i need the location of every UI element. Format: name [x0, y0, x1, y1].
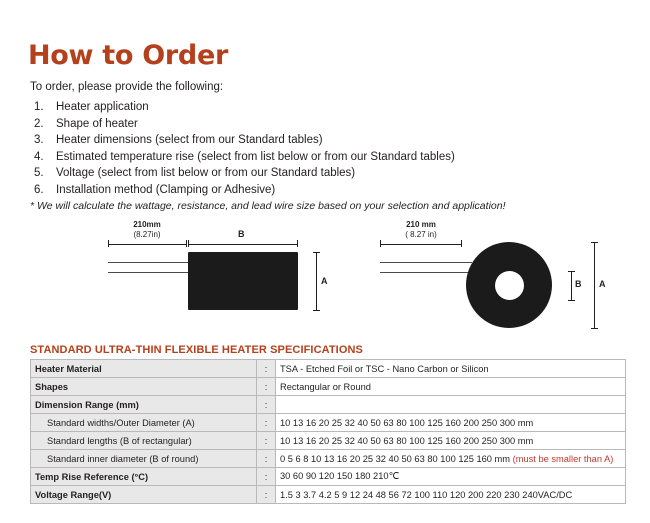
list-item-number: 5. [34, 167, 44, 179]
rect-height-letter: A [321, 276, 328, 286]
list-item [30, 99, 624, 116]
round-inner-dim-tick-bottom [568, 300, 575, 301]
table-cell-value [276, 432, 626, 450]
rect-width-dim-tick-right [297, 240, 298, 247]
list-item-label: Shape of heater [56, 117, 138, 130]
table-row [31, 414, 626, 432]
round-outer-dim-tick-top [591, 242, 598, 243]
list-item [30, 116, 624, 133]
table-cell-colon: : [257, 432, 276, 450]
cell-warning-text: (must be smaller than A) [512, 453, 614, 464]
round-outer-dim-line [594, 242, 595, 328]
rect-lead-dim-line [108, 244, 186, 245]
rect-width-letter: B [238, 229, 245, 239]
list-item [30, 132, 624, 149]
round-lead-dim-tick-right [461, 240, 462, 247]
list-item-number: 6. [34, 183, 44, 196]
table-row [31, 468, 626, 486]
rectangular-heater-body [188, 252, 298, 310]
round-lead-dim-tick-left [380, 240, 381, 247]
table-cell-colon: : [257, 450, 276, 468]
table-cell-value [276, 396, 626, 414]
table-cell-label: Standard widths/Outer Diameter (A) [31, 414, 257, 432]
table-cell-value [276, 360, 626, 378]
round-inner-dim-tick-top [568, 271, 575, 272]
heater-diagram [28, 220, 624, 338]
rect-width-dim-line [188, 244, 298, 245]
round-inner-letter: B [575, 279, 582, 289]
calculation-note: * We will calculate the wattage, resistance, and lead wire size based on your selection and application! [30, 200, 506, 212]
list-item-label: Heater dimensions (select from our Standard tables) [56, 134, 323, 146]
table-cell-label: Voltage Range(V) [31, 486, 257, 504]
cell-text: 1.5 3 3.7 4.2 5 9 12 24 48 56 72 100 110 120 200 220 230 240VAC/DC [280, 489, 573, 500]
table-cell-value [276, 414, 626, 432]
table-row [31, 360, 626, 378]
round-lead-wire-bottom [380, 272, 472, 273]
table-cell-colon: : [257, 378, 276, 396]
table-row [31, 396, 626, 414]
table-row [31, 450, 626, 468]
table-row [31, 378, 626, 396]
rect-height-dim-tick-bottom [313, 310, 320, 311]
round-lead-length-label: 210 mm ( 8.27 in) [405, 220, 437, 239]
round-lead-dim-line [380, 244, 462, 245]
table-cell-colon: : [257, 396, 276, 414]
cell-text: 30 60 90 120 150 180 210℃ [280, 471, 400, 481]
list-item-number: 4. [34, 150, 44, 163]
table-row [31, 486, 626, 504]
rect-lead-wire-top [108, 262, 190, 263]
table-cell-colon: : [257, 468, 276, 486]
round-inner-dim-line [571, 271, 572, 300]
cell-text: 0 5 6 8 10 13 16 20 25 32 40 50 63 80 100 125 160 mm [280, 453, 511, 464]
intro-text: To order, please provide the following: [30, 81, 224, 93]
list-item [30, 165, 624, 182]
table-cell-value [276, 378, 626, 396]
list-item [30, 149, 624, 166]
table-cell-value [276, 486, 626, 504]
cell-text: 10 13 16 20 25 32 40 50 63 80 100 125 160 200 250 300 mm [280, 417, 534, 428]
table-cell-label: Temp Rise Reference (°C) [31, 468, 257, 486]
rect-height-dim-line [316, 252, 317, 310]
cell-text: TSA - Etched Foil or TSC - Nano Carbon or Silicon [280, 363, 489, 374]
list-item-label: Voltage (select from list below or from our Standard tables) [56, 167, 356, 179]
rect-height-dim-tick-top [313, 252, 320, 253]
list-item-label: Heater application [56, 101, 149, 113]
round-lead-wire-top [380, 262, 472, 263]
table-cell-label: Standard inner diameter (B of round) [31, 450, 257, 468]
table-cell-colon: : [257, 486, 276, 504]
list-item-number: 2. [34, 117, 44, 130]
rect-lead-dim-tick-right [186, 240, 187, 247]
cell-text: Rectangular or Round [280, 381, 371, 392]
list-item-label: Estimated temperature rise (select from list below or from our Standard tables) [56, 150, 455, 163]
cell-text: 10 13 16 20 25 32 40 50 63 80 100 125 160 200 250 300 mm [280, 435, 534, 446]
round-outer-dim-tick-bottom [591, 328, 598, 329]
table-cell-label: Standard lengths (B of rectangular) [31, 432, 257, 450]
list-item-number: 1. [34, 101, 44, 113]
table-cell-label: Heater Material [31, 360, 257, 378]
round-heater-inner-hole [495, 271, 524, 300]
list-item [30, 182, 624, 199]
spec-table-title: STANDARD ULTRA-THIN FLEXIBLE HEATER SPECIFICATIONS [30, 344, 363, 356]
table-cell-colon: : [257, 414, 276, 432]
list-item-label: Installation method (Clamping or Adhesive) [56, 183, 276, 196]
table-row [31, 432, 626, 450]
rect-lead-wire-bottom [108, 272, 190, 273]
list-item-number: 3. [34, 134, 44, 146]
table-cell-label: Shapes [31, 378, 257, 396]
table-cell-value [276, 468, 626, 486]
rect-width-dim-tick-left [188, 240, 189, 247]
round-outer-letter: A [599, 279, 606, 289]
table-cell-colon: : [257, 360, 276, 378]
rect-lead-dim-tick-left [108, 240, 109, 247]
spec-table [30, 359, 626, 504]
table-cell-label: Dimension Range (mm) [31, 396, 257, 414]
rect-lead-length-label: 210mm (8.27in) [133, 220, 161, 239]
table-cell-value [276, 450, 626, 468]
order-steps-list [30, 99, 624, 198]
page-title: How to Order [28, 40, 228, 71]
